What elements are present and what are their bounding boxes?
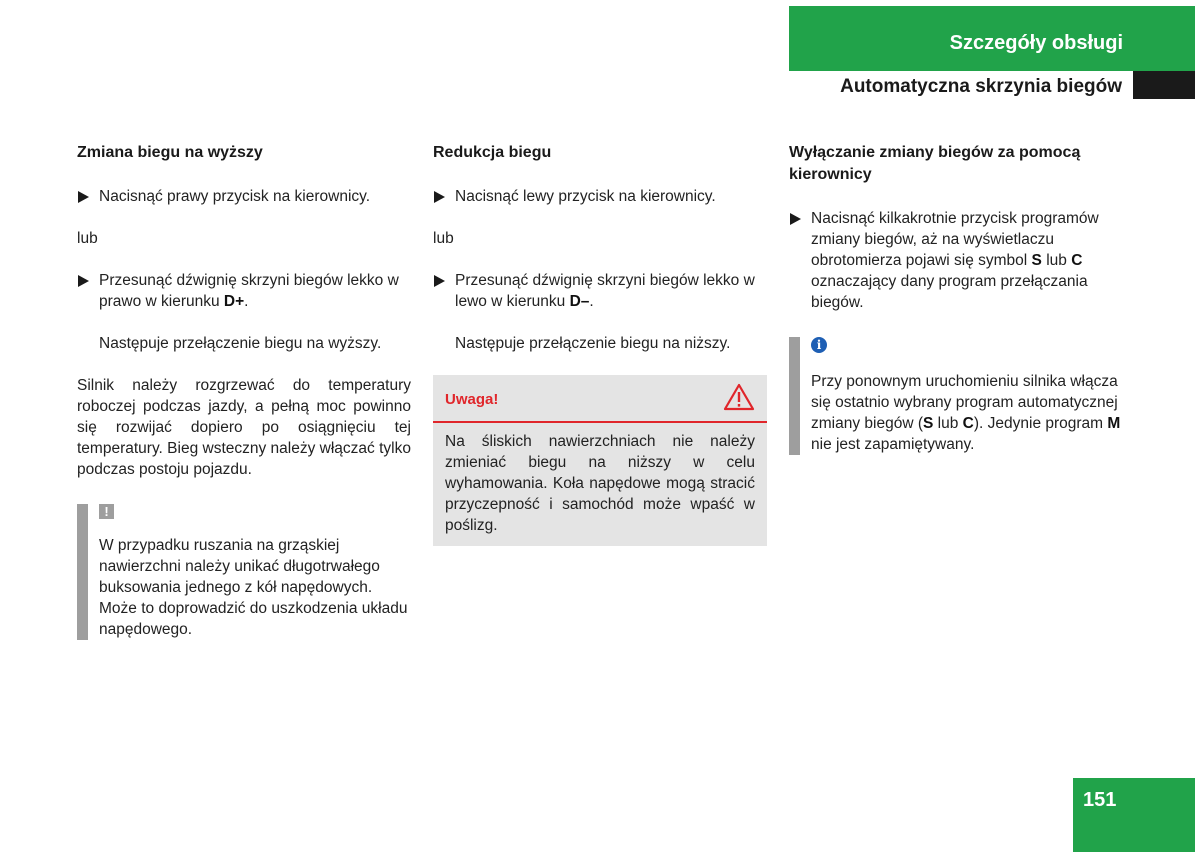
- step-move-lever-left: [433, 270, 767, 312]
- warning-title: Uwaga!: [445, 391, 499, 408]
- info-text-part: Przy ponownym uruchomieniu silnika włącza się ostatnio wybrany program automatycznej zmiany biegów (: [811, 373, 1118, 432]
- step-press-program-button: [789, 208, 1125, 313]
- warning-text: Na śliskich nawierzchniach nie należy zmieniać biegu na niższy w celu wyhamowania. Koła napędowe mogą stracić przyczepność i samochód może wpaść w poślizg.: [445, 433, 755, 534]
- section-header: [789, 6, 1195, 71]
- warning-box: [433, 375, 767, 546]
- step-text-end: .: [589, 293, 594, 310]
- warmup-paragraph: Silnik należy rozgrzewać do temperatury roboczej podczas jazdy, a pełną moc powinno się rozwijać dopiero po osiągnięciu tej temperatury. Bieg wsteczny należy włączać tylko podczas postoju pojazdu.: [77, 377, 411, 478]
- triangle-right-icon: [78, 191, 89, 203]
- program-symbol-s: S: [923, 415, 934, 432]
- program-symbol-c: C: [1071, 252, 1083, 269]
- triangle-right-icon: [78, 275, 89, 287]
- info-note: [789, 337, 1125, 455]
- info-text-part: lub: [933, 415, 963, 432]
- column-disable-steering-shift: [789, 142, 1125, 455]
- heading-upshift: Zmiana biegu na wyższy: [77, 144, 263, 161]
- exclamation-square-icon: !: [99, 504, 114, 519]
- or-label: lub: [433, 230, 454, 247]
- heading-disable-steering-shift: Wyłączanie zmiany biegów za pomocą kierownicy: [789, 144, 1081, 183]
- page-number-text: 151: [1083, 789, 1117, 811]
- page-number: [1073, 778, 1195, 852]
- gear-symbol: D–: [569, 293, 590, 310]
- or-label: lub: [77, 230, 98, 247]
- heading-downshift: Redukcja biegu: [433, 144, 552, 161]
- triangle-right-icon: [434, 191, 445, 203]
- program-symbol-c: C: [962, 415, 974, 432]
- step-text: Nacisnąć kilkakrotnie przycisk programów zmiany biegów, aż na wyświetlaczu obrotomierza pojawi się symbol: [811, 210, 1099, 269]
- warning-header: [433, 375, 767, 423]
- gear-symbol: D+: [223, 293, 245, 310]
- info-text-part: ). Jedynie program: [973, 415, 1108, 432]
- program-symbol-m: M: [1107, 415, 1121, 432]
- step-move-lever-right: [77, 270, 411, 312]
- note-side-bar: [789, 337, 800, 455]
- column-upshift: [77, 142, 411, 640]
- section-title: Szczegóły obsługi: [949, 32, 1123, 54]
- step-result: Następuje przełączenie biegu na wyższy.: [99, 335, 382, 352]
- step-text: Przesunąć dźwignię skrzyni biegów lekko w lewo w kierunku: [455, 272, 755, 310]
- step-text-end: .: [244, 293, 249, 310]
- step-press-left-button: [433, 186, 767, 207]
- triangle-right-icon: [790, 213, 801, 225]
- subsection-title: Automatyczna skrzynia biegów: [840, 76, 1122, 97]
- info-text-part: nie jest zapamiętywany.: [811, 436, 975, 453]
- step-text: lub: [1041, 252, 1072, 269]
- step-result: Następuje przełączenie biegu na niższy.: [455, 335, 731, 352]
- step-text: Przesunąć dźwignię skrzyni biegów lekko w prawo w kierunku: [99, 272, 399, 310]
- step-press-right-button: [77, 186, 411, 207]
- info-text: [811, 371, 1125, 455]
- step-text: oznaczający dany program przełączania biegów.: [811, 273, 1088, 311]
- program-symbol-s: S: [1031, 252, 1042, 269]
- step-text: Nacisnąć lewy przycisk na kierownicy.: [455, 188, 716, 205]
- note-side-bar: [77, 504, 88, 640]
- warning-triangle-icon: [723, 383, 755, 411]
- header-marker-bar: [1133, 71, 1195, 99]
- caution-note: [77, 504, 411, 640]
- step-text: Nacisnąć prawy przycisk na kierownicy.: [99, 188, 371, 205]
- info-circle-icon: i: [811, 337, 827, 353]
- triangle-right-icon: [434, 275, 445, 287]
- column-downshift: [433, 142, 767, 546]
- note-text: W przypadku ruszania na grząskiej nawierzchni należy unikać długotrwałego buksowania jednego z kół napędowych. Może to doprowadzić do uszkodzenia układu napędowego.: [99, 537, 408, 638]
